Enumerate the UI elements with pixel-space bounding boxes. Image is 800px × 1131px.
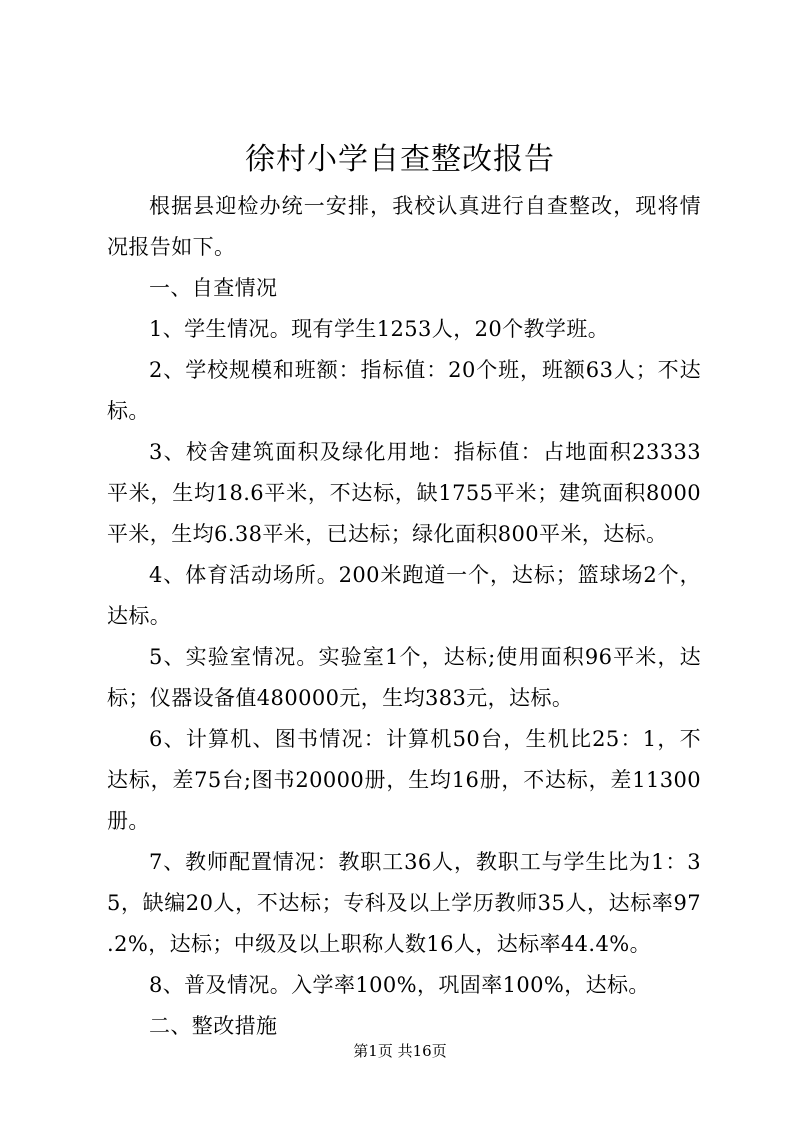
document-title: 徐村小学自查整改报告 xyxy=(245,142,555,177)
paragraph-item-2: 2、学校规模和班额：指标值：20个班，班额63人；不达标。 xyxy=(107,358,701,423)
paragraph-item-4: 4、体育活动场所。200米跑道一个，达标；篮球场2个，达标。 xyxy=(107,563,701,628)
paragraph-item-6: 6、计算机、图书情况：计算机50台，生机比25：1，不达标，差75台;图书20000册，生均16册，不达标，差11300册。 xyxy=(107,727,701,833)
paragraph-item-5: 5、实验室情况。实验室1个，达标;使用面积96平米，达标；仪器设备值480000元，生均383元，达标。 xyxy=(107,645,701,710)
section-heading-rectification: 二、整改措施 xyxy=(149,1014,278,1038)
paragraph-item-8: 8、普及情况。入学率100%，巩固率100%，达标。 xyxy=(149,973,650,997)
paragraph-intro: 根据县迎检办统一安排，我校认真进行自查整改，现将情况报告如下。 xyxy=(107,194,701,259)
paragraph-item-1: 1、学生情况。现有学生1253人，20个教学班。 xyxy=(149,317,610,341)
section-heading-self-inspection: 一、自查情况 xyxy=(149,276,278,300)
page-number-footer: 第1页 共16页 xyxy=(353,1042,447,1060)
paragraph-item-7: 7、教师配置情况：教职工36人，教职工与学生比为1：35，缺编20人，不达标；专科及以上学历教师35人，达标率97.2%，达标；中级及以上职称人数16人，达标率44.4%。 xyxy=(107,850,701,956)
document-body xyxy=(107,186,701,1047)
paragraph-item-3: 3、校舍建筑面积及绿化用地：指标值：占地面积23333平米，生均18.6平米，不达标，缺1755平米；建筑面积8000平米，生均6.38平米，已达标；绿化面积800平米，达标。 xyxy=(107,440,701,546)
